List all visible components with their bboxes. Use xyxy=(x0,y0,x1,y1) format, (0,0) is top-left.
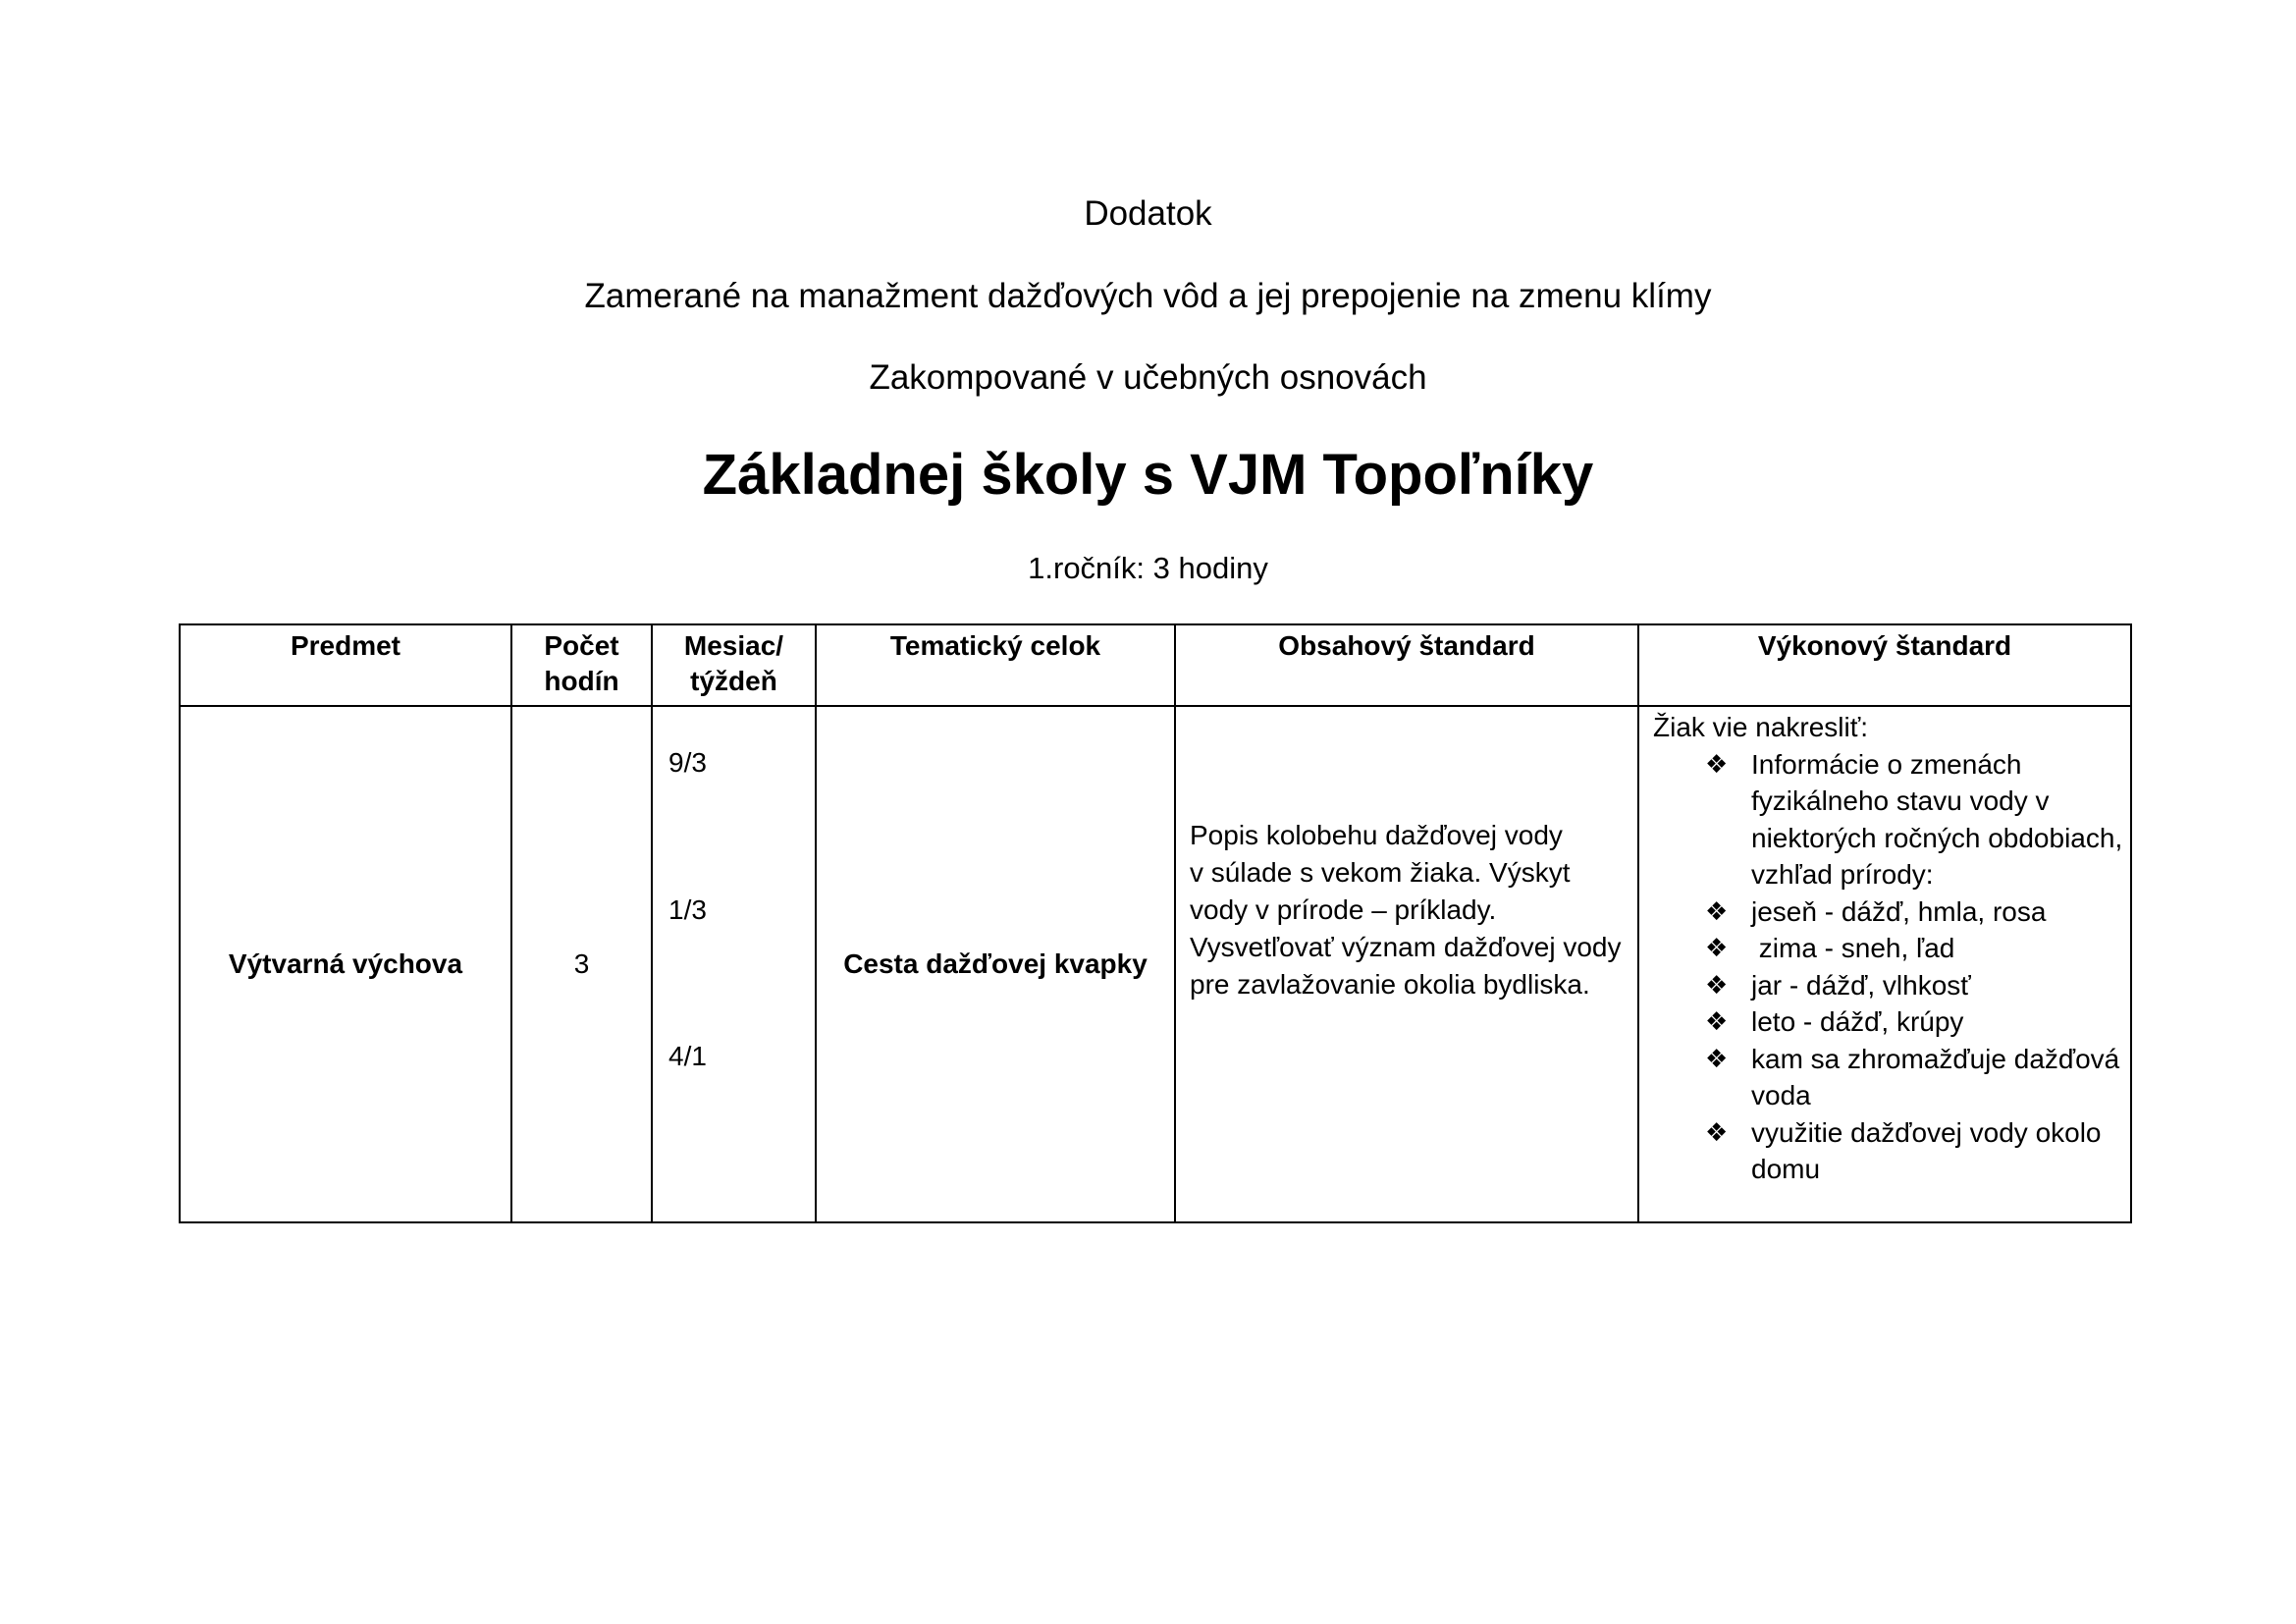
content-line: Vysvetľovať význam dažďovej vody xyxy=(1190,932,1622,962)
diamond-bullet-icon: ❖ xyxy=(1705,1006,1729,1036)
diamond-bullet-icon: ❖ xyxy=(1705,1043,1729,1073)
cell-months xyxy=(652,706,816,1222)
diamond-bullet-icon: ❖ xyxy=(1705,748,1729,779)
month-week-value: 9/3 xyxy=(668,747,707,778)
table-row xyxy=(180,706,2131,1222)
content-line: pre zavlažovanie okolia bydliska. xyxy=(1190,969,1590,1000)
performance-list xyxy=(1653,746,2124,1188)
header-content-standard: Obsahový štandard xyxy=(1175,624,1638,706)
month-week-value: 1/3 xyxy=(668,894,707,925)
list-item: ❖ jar - dážď, vlhkosť xyxy=(1653,967,2124,1004)
list-item: ❖ zima - sneh, ľad xyxy=(1653,930,2124,967)
cell-content-standard xyxy=(1175,706,1638,1222)
header-subject: Predmet xyxy=(180,624,511,706)
cell-theme: Cesta dažďovej kvapky xyxy=(816,706,1175,1222)
list-item: ❖ využitie dažďovej vody okolo domu xyxy=(1653,1114,2124,1188)
grade-hours-line: 1.ročník: 3 hodiny xyxy=(1028,551,1268,585)
document-embedded-note: Zakompované v učebných osnovách xyxy=(869,358,1427,397)
header-hours: Počet hodín xyxy=(511,624,652,706)
performance-intro: Žiak vie nakresliť: xyxy=(1653,712,1869,742)
document-subtitle: Zamerané na manažment dažďových vôd a jej prepojenie na zmenu klímy xyxy=(584,277,1712,315)
school-name-heading: Základnej školy s VJM Topoľníky xyxy=(702,443,1594,507)
header-performance-standard: Výkonový štandard xyxy=(1638,624,2131,706)
document-title: Dodatok xyxy=(1084,194,1212,233)
diamond-bullet-icon: ❖ xyxy=(1705,1116,1729,1147)
table-header-row xyxy=(180,624,2131,706)
diamond-bullet-icon: ❖ xyxy=(1705,933,1729,962)
diamond-bullet-icon: ❖ xyxy=(1705,969,1729,1000)
list-item: ❖ leto - dážď, krúpy xyxy=(1653,1003,2124,1041)
cell-hours: 3 xyxy=(511,706,652,1222)
list-item: ❖ Informácie o zmenách fyzikálneho stavu vody v niektorých ročných obdobiach, vzhľad prírody: xyxy=(1653,746,2124,893)
content-line: vody v prírode – príklady. xyxy=(1190,894,1497,925)
cell-subject: Výtvarná výchova xyxy=(180,706,511,1222)
diamond-bullet-icon: ❖ xyxy=(1705,895,1729,926)
header-theme: Tematický celok xyxy=(816,624,1175,706)
list-item: ❖ jeseň - dážď, hmla, rosa xyxy=(1653,893,2124,931)
cell-performance-standard xyxy=(1638,706,2131,1222)
list-item: ❖ kam sa zhromažďuje dažďová voda xyxy=(1653,1041,2124,1114)
month-week-value: 4/1 xyxy=(668,1041,707,1071)
content-line: v súlade s vekom žiaka. Výskyt xyxy=(1190,857,1571,888)
header-month-week: Mesiac/ týždeň xyxy=(652,624,816,706)
content-line: Popis kolobehu dažďovej vody xyxy=(1190,820,1563,850)
curriculum-table xyxy=(179,623,2132,1223)
